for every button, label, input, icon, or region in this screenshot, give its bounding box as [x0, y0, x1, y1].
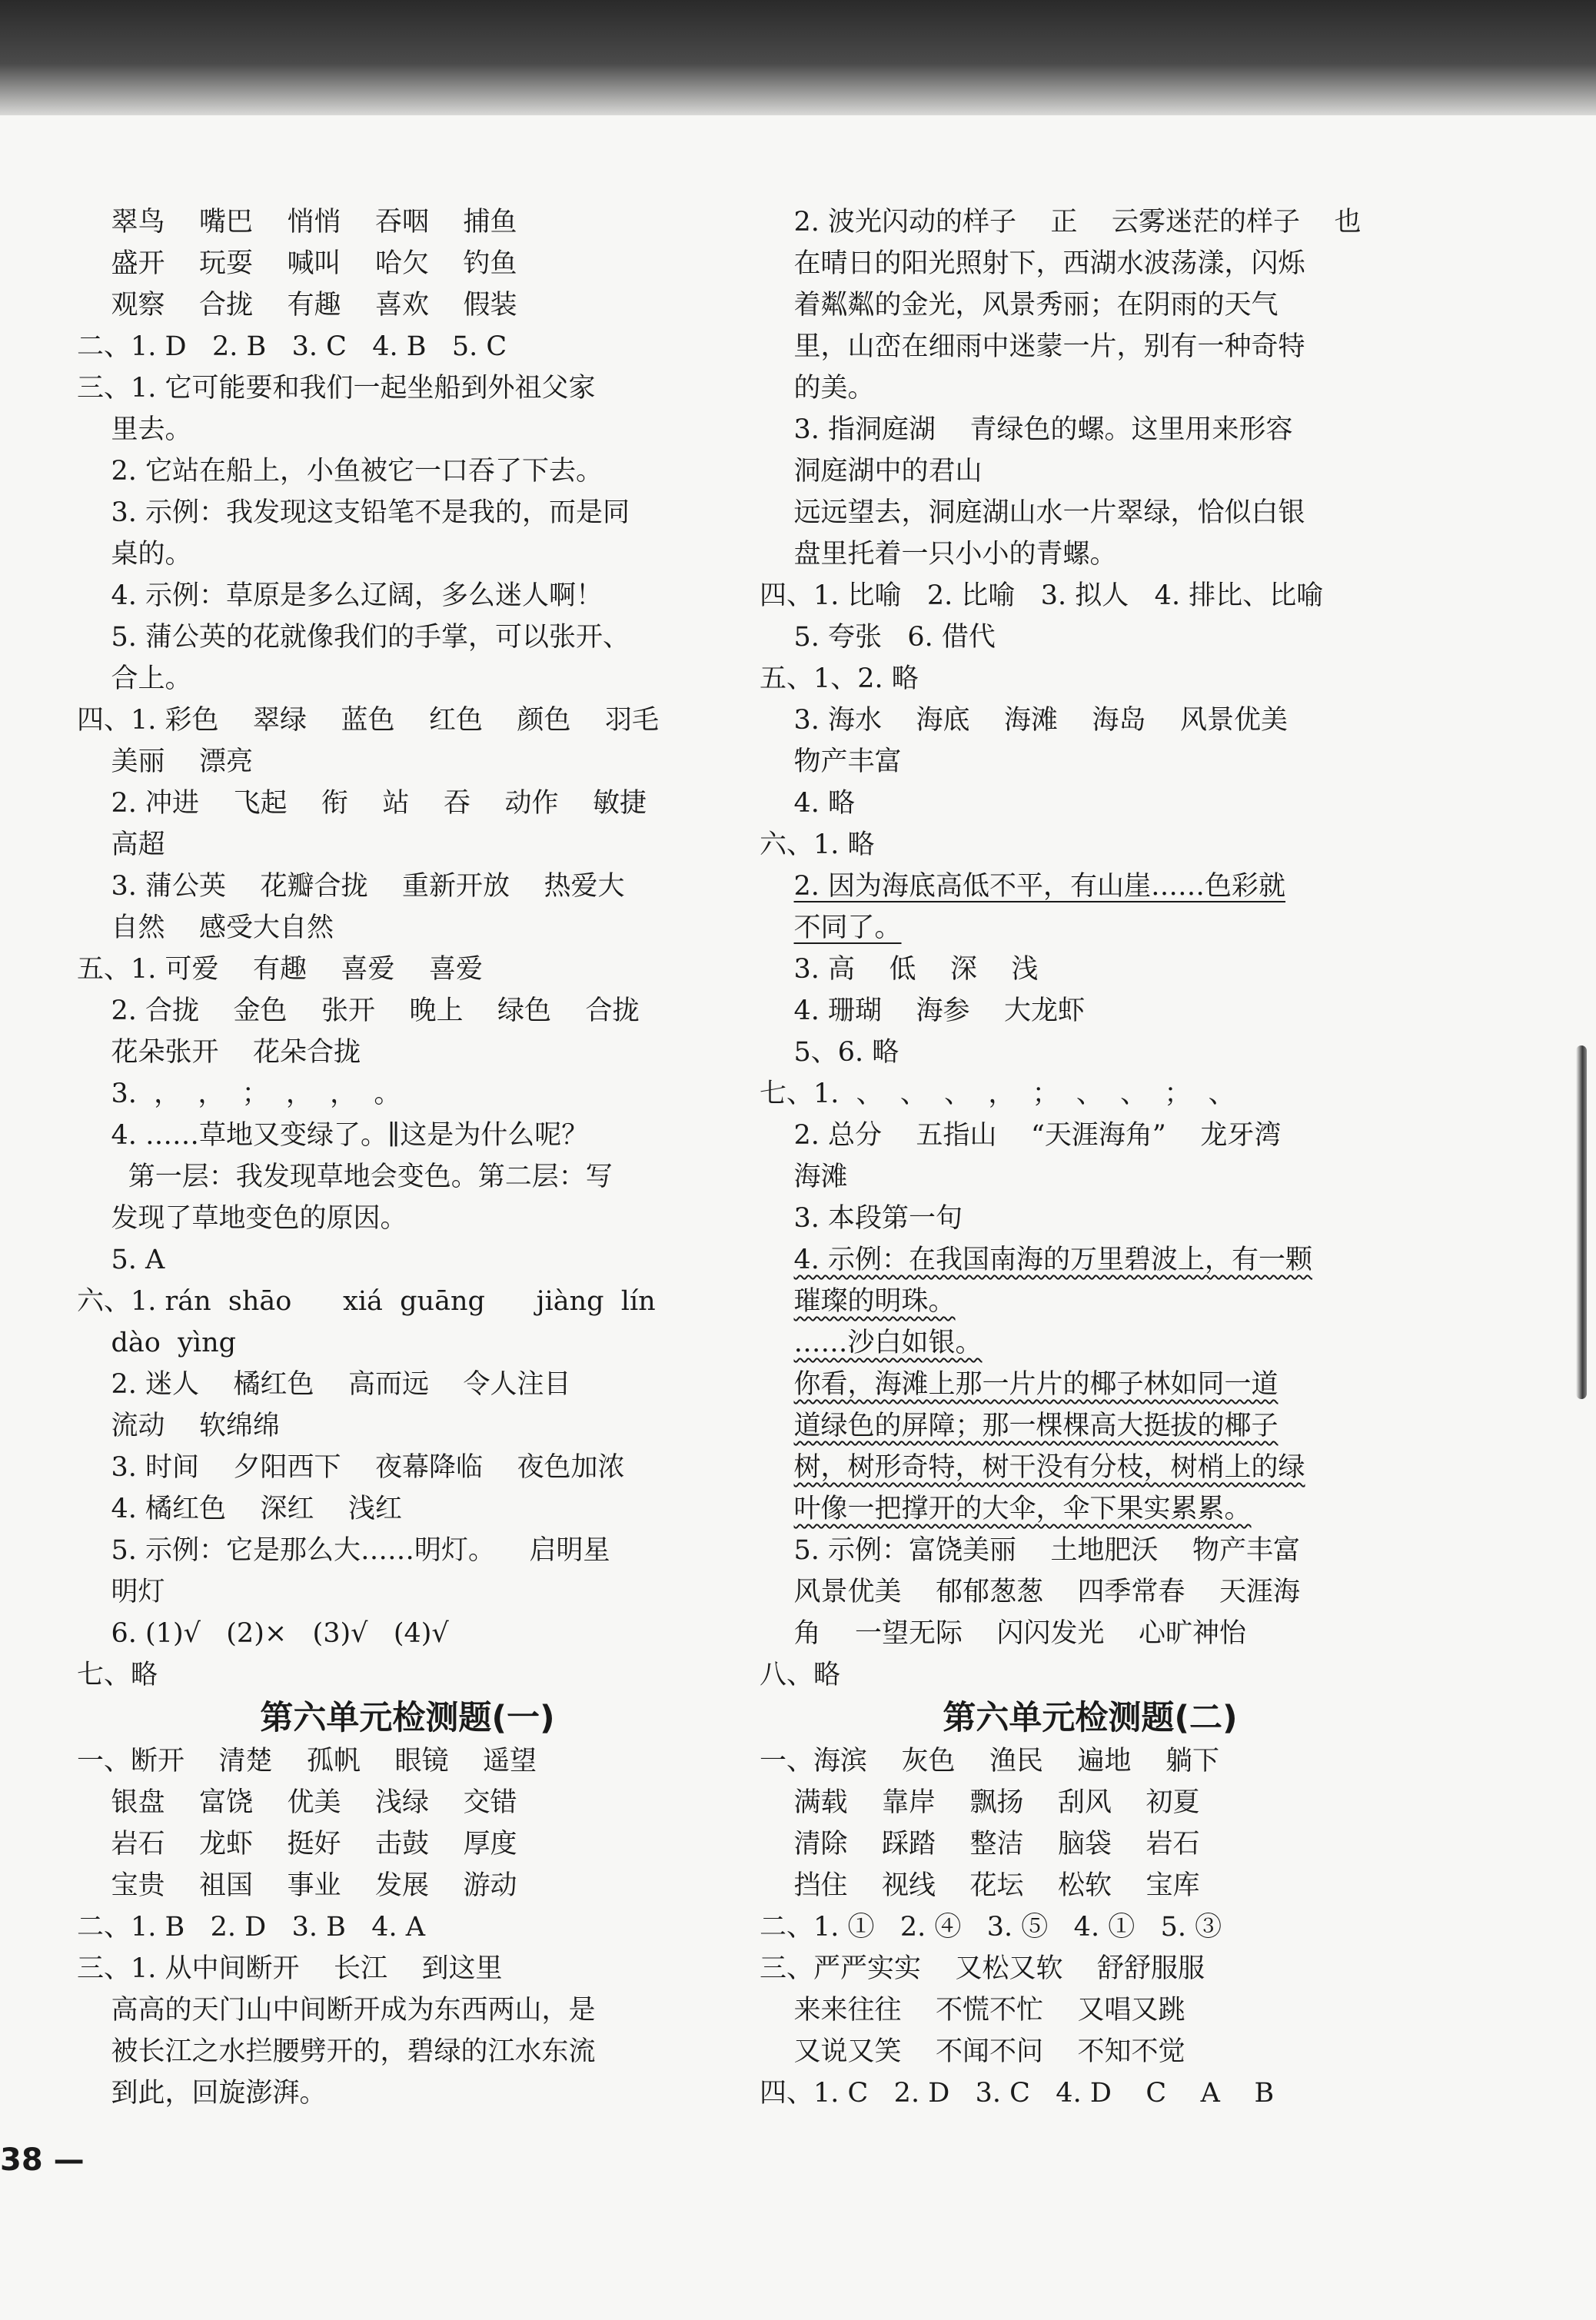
answer-line: 2. 冲进 飞起 衔 站 吞 动作 敏捷: [77, 788, 647, 819]
answer-line: 挡住 视线 花坛 松软 宝库: [760, 1870, 1200, 1901]
answer-line: 4. 珊瑚 海参 大龙虾: [760, 995, 1086, 1026]
answer-line: 5. 蒲公英的花就像我们的手掌，可以张开、: [77, 622, 630, 653]
answer-line: 4. 橘红色 深红 浅红: [77, 1494, 403, 1524]
answer-line: 发现了草地变色的原因。: [77, 1203, 407, 1234]
answer-line: 3. 指洞庭湖 青绿色的螺。这里用来形容: [760, 414, 1293, 445]
answer-line: 风景优美 郁郁葱葱 四季常春 天涯海: [760, 1577, 1301, 1607]
section-heading: 第六单元检测题(一): [260, 1699, 555, 1737]
answer-line: 观察 合拢 有趣 喜欢 假装: [77, 290, 517, 321]
answer-line: 流动 软绵绵: [77, 1411, 281, 1441]
answer-line: 盛开 玩耍 喊叫 哈欠 钓鱼: [77, 248, 517, 279]
answer-line: 清除 踩踏 整洁 脑袋 岩石: [760, 1829, 1200, 1860]
answer-line: 不同了。: [793, 912, 902, 943]
answer-line: 洞庭湖中的君山: [760, 456, 983, 487]
scan-edge-mark: [1576, 1045, 1587, 1399]
answer-line: 六、1. rán shāo xiá guāng jiàng lín: [77, 1286, 656, 1317]
answer-line: 2. 因为海底高低不平，有山崖……色彩就: [793, 871, 1286, 902]
answer-line: 高超: [77, 829, 165, 860]
answer-line: 五、1、2. 略: [760, 663, 919, 694]
answer-line: 第一层：我发现草地会变色。第二层：写: [77, 1162, 613, 1192]
answer-line: 里去。: [77, 414, 192, 445]
answer-line: 五、1. 可爱 有趣 喜爱 喜爱: [77, 954, 484, 985]
answer-line: 远远望去，洞庭湖山水一片翠绿，恰似白银: [760, 497, 1305, 528]
answer-line: 2. 迷人 橘红色 高而远 令人注目: [77, 1369, 571, 1400]
answer-line: ……沙白如银。: [793, 1328, 983, 1358]
answer-line: dào yìng: [77, 1328, 237, 1358]
answer-line: 银盘 富饶 优美 浅绿 交错: [77, 1787, 517, 1818]
answer-line: 盘里托着一只小小的青螺。: [760, 539, 1117, 570]
answer-line: 里，山峦在细雨中迷蒙一片，别有一种奇特: [760, 331, 1305, 362]
answer-line: 5、6. 略: [760, 1037, 899, 1068]
answer-line: 一、断开 清楚 孤帆 眼镜 遥望: [77, 1746, 537, 1777]
answer-line: 美丽 漂亮: [77, 746, 254, 777]
answer-line: 二、1. D 2. B 3. C 4. B 5. C: [77, 331, 507, 362]
answer-line: 4. 略: [760, 788, 856, 819]
answer-line: 叶像一把撑开的大伞，伞下果实累累。: [793, 1494, 1252, 1524]
answer-line: 被长江之水拦腰劈开的，碧绿的江水东流: [77, 2036, 596, 2067]
answer-line: 桌的。: [77, 539, 192, 570]
answer-line: 5. 示例：富饶美丽 土地肥沃 物产丰富: [760, 1535, 1301, 1566]
answer-line: 6. (1)√ (2)× (3)√ (4)√: [77, 1618, 449, 1649]
page-number: 38 —: [0, 2142, 85, 2178]
answer-line: 合上。: [77, 663, 192, 694]
answer-line: 2. 它站在船上，小鱼被它一口吞了下去。: [77, 456, 603, 487]
answer-line: 4. 示例：在我国南海的万里碧波上，有一颗: [793, 1245, 1313, 1275]
right-column: [760, 201, 1421, 2114]
answer-line: 又说又笑 不闻不问 不知不觉: [760, 2036, 1185, 2067]
answer-line: 翠鸟 嘴巴 悄悄 吞咽 捕鱼: [77, 207, 517, 238]
answer-line: 来来往往 不慌不忙 又唱又跳: [760, 1995, 1185, 2026]
answer-line: 二、1. B 2. D 3. B 4. A: [77, 1912, 425, 1943]
answer-line: 三、1. 从中间断开 长江 到这里: [77, 1953, 503, 1984]
answer-line: 四、1. C 2. D 3. C 4. D C A B: [760, 2078, 1275, 2109]
answer-line: 5. 示例：它是那么大……明灯。 启明星: [77, 1535, 610, 1566]
answer-line: 在晴日的阳光照射下，西湖水波荡漾，闪烁: [760, 248, 1305, 279]
answer-line: 2. 波光闪动的样子 正 云雾迷茫的样子 也: [760, 207, 1362, 238]
answer-line: 明灯: [77, 1577, 165, 1607]
answer-line: 岩石 龙虾 挺好 击鼓 厚度: [77, 1829, 517, 1860]
answer-line: 花朵张开 花朵合拢: [77, 1037, 361, 1068]
answer-line: 二、1. ① 2. ④ 3. ⑤ 4. ① 5. ③: [760, 1912, 1222, 1943]
answer-line: 3. 蒲公英 花瓣合拢 重新开放 热爱大: [77, 871, 625, 902]
answer-line: 三、严严实实 又松又软 舒舒服服: [760, 1953, 1205, 1984]
answer-line: 道绿色的屏障；那一棵棵高大挺拔的椰子: [793, 1411, 1278, 1441]
answer-line: 高高的天门山中间断开成为东西两山，是: [77, 1995, 596, 2026]
answer-line: 七、略: [77, 1660, 158, 1690]
answer-line: 3. 海水 海底 海滩 海岛 风景优美: [760, 705, 1288, 736]
answer-line: 璀璨的明珠。: [793, 1286, 956, 1317]
answer-line: 5. A: [77, 1245, 165, 1275]
answer-line: 七、1. 、 、 、 ， ； 、 、 ； 、: [760, 1079, 1235, 1109]
answer-line: 满载 靠岸 飘扬 刮风 初夏: [760, 1787, 1200, 1818]
answer-line: 4. ……草地又变绿了。∥这是为什么呢？: [77, 1120, 589, 1151]
answer-line: 三、1. 它可能要和我们一起坐船到外祖父家: [77, 373, 596, 404]
answer-line: 八、略: [760, 1660, 841, 1690]
answer-line: 宝贵 祖国 事业 发展 游动: [77, 1870, 517, 1901]
answer-line: 树，树形奇特，树干没有分枝，树梢上的绿: [793, 1452, 1305, 1483]
answer-line: 4. 示例：草原是多么辽阔，多么迷人啊！: [77, 580, 603, 611]
answer-line: 3. ， ， ； ， ， 。: [77, 1079, 401, 1109]
answer-line: 一、海滨 灰色 渔民 遍地 躺下: [760, 1746, 1220, 1777]
left-column: [77, 201, 738, 2114]
answer-line: 四、1. 比喻 2. 比喻 3. 拟人 4. 排比、比喻: [760, 580, 1324, 611]
answer-line: 3. 时间 夕阳西下 夜幕降临 夜色加浓: [77, 1452, 625, 1483]
answer-line: 物产丰富: [760, 746, 902, 777]
answer-line: 海滩: [760, 1162, 848, 1192]
answer-line: 你看，海滩上那一片片的椰子林如同一道: [793, 1369, 1278, 1400]
answer-line: 六、1. 略: [760, 829, 875, 860]
answer-line: 的美。: [760, 373, 875, 404]
answer-line: 角 一望无际 闪闪发光 心旷神怡: [760, 1618, 1247, 1649]
answer-line: 着粼粼的金光，风景秀丽；在阴雨的天气: [760, 290, 1278, 321]
answer-line: 2. 合拢 金色 张开 晚上 绿色 合拢: [77, 995, 640, 1026]
answer-line: 自然 感受大自然: [77, 912, 334, 943]
section-heading: 第六单元检测题(二): [943, 1699, 1238, 1737]
answer-line: 四、1. 彩色 翠绿 蓝色 红色 颜色 羽毛: [77, 705, 660, 736]
answer-line: 5. 夸张 6. 借代: [760, 622, 996, 653]
scan-dark-border: [0, 0, 1596, 115]
answer-line: 3. 示例：我发现这支铅笔不是我的，而是同: [77, 497, 630, 528]
answer-line: 2. 总分 五指山 “天涯海角” 龙牙湾: [760, 1120, 1282, 1151]
answer-line: 3. 本段第一句: [760, 1203, 963, 1234]
answer-line: 到此，回旋澎湃。: [77, 2078, 327, 2109]
answer-line: 3. 高 低 深 浅: [760, 954, 1039, 985]
